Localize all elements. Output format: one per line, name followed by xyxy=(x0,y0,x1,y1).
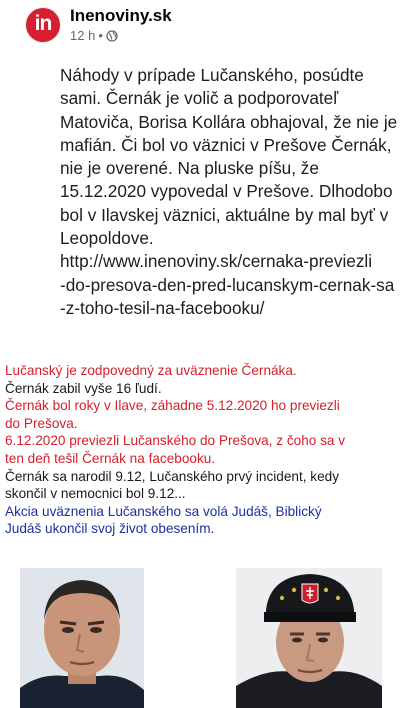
info-line: Lučanský je zodpovedný za uväznenie Černáka. xyxy=(5,363,297,378)
photo-man-bald[interactable] xyxy=(20,568,144,708)
post-text-line[interactable]: -do-presova-den-pred-lucanskym-cernak-sa xyxy=(60,274,395,295)
post-meta xyxy=(70,28,118,43)
post-text-line: sami. Černák je volič a podporovateľ xyxy=(60,88,339,109)
globe-icon xyxy=(106,30,118,42)
author-name[interactable]: Inenoviny.sk xyxy=(70,6,172,25)
info-line: Judáš ukončil svoj život obesením. xyxy=(5,521,215,537)
info-line: Černák zabil vyše 16 ľudí. xyxy=(5,380,162,396)
post-text-line: Leopoldove. xyxy=(60,228,154,249)
post-text-line: mafián. Či bol vo väznici v Prešove Černák, xyxy=(60,134,392,155)
post-text-line[interactable]: -z-toho-tesil-na-facebooku/ xyxy=(60,297,265,318)
post-text xyxy=(60,64,398,320)
post-text-line: nie je overené. Na pluske píšu, že xyxy=(60,158,319,179)
info-line: skončil v nemocnici bol 9.12... xyxy=(5,486,186,502)
post-text-line[interactable]: http://www.inenoviny.sk/cernaka-previezli xyxy=(60,251,373,272)
post-text-line: Matoviča, Borisa Kollára obhajoval, že nie je xyxy=(60,111,398,132)
post-time[interactable]: 12 h xyxy=(70,28,96,43)
meta-separator: • xyxy=(98,28,103,43)
info-box xyxy=(5,362,397,538)
post-text-line: Náhody v prípade Lučanského, posúdte xyxy=(60,65,364,85)
info-line: ten deň tešil Černák na facebooku. xyxy=(5,450,216,466)
post-header xyxy=(20,6,390,46)
photo-man-cap[interactable] xyxy=(236,568,382,708)
info-line: Černák sa narodil 9.12, Lučanského prvý incident, kedy xyxy=(5,468,339,484)
info-line: Černák bol roky v Ilave, záhadne 5.12.2020 ho previezli xyxy=(5,398,340,414)
post-text-line: bol v Ilavskej väznici, aktuálne by mal byť v xyxy=(60,204,389,225)
page-avatar[interactable]: in xyxy=(26,8,60,42)
post-text-line: 15.12.2020 vypovedal v Prešove. Dlhodobo xyxy=(60,181,393,202)
info-line: do Prešova. xyxy=(5,415,78,431)
info-line: Akcia uväznenia Lučanského sa volá Judáš, Biblický xyxy=(5,503,322,519)
info-line: 6.12.2020 previezli Lučanského do Prešova, z čoho sa v xyxy=(5,433,346,449)
